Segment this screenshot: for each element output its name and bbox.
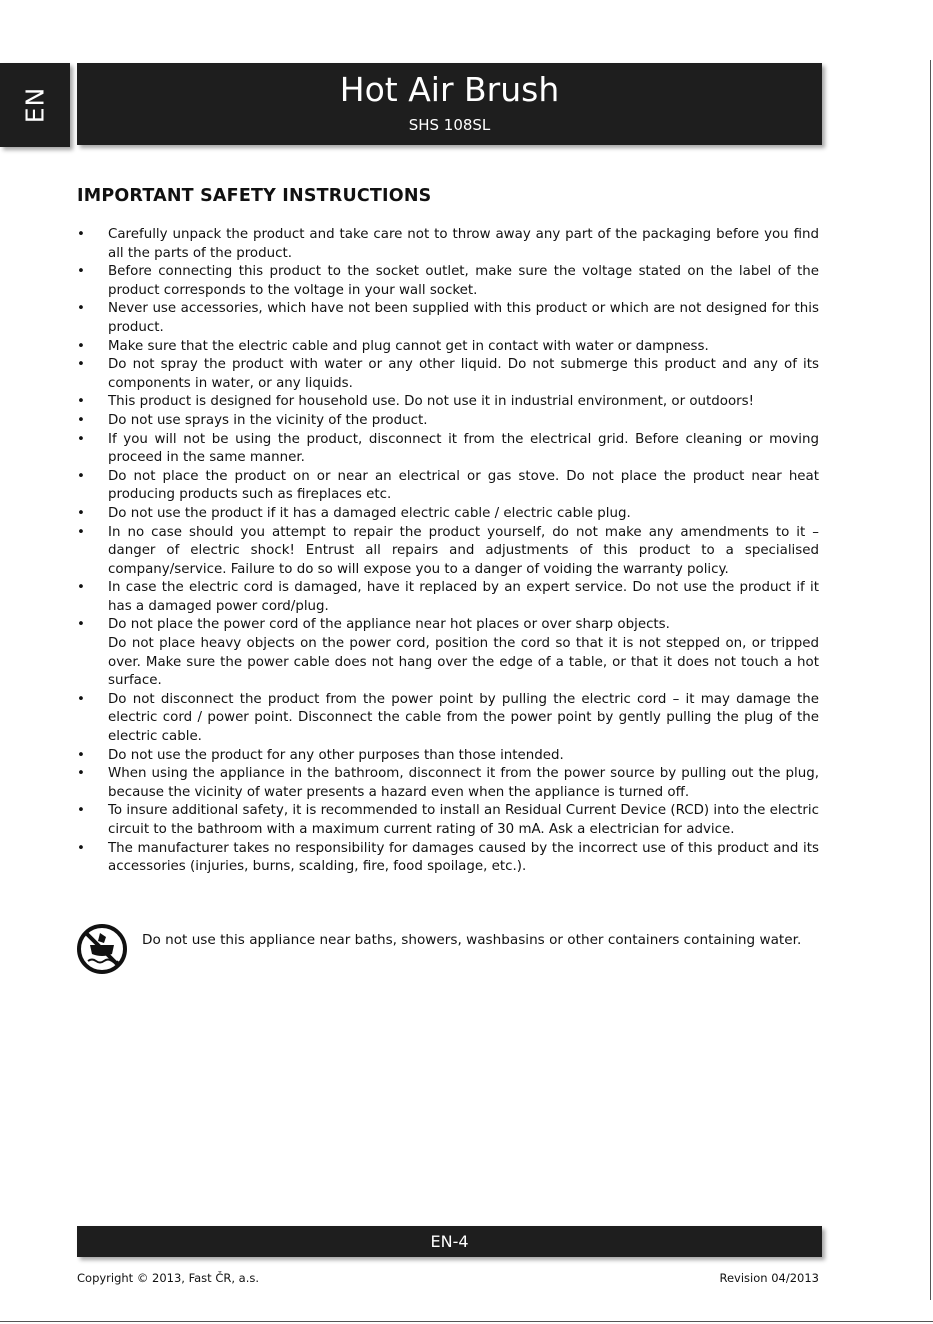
list-item <box>77 524 819 580</box>
list-item <box>77 338 819 357</box>
bullet: • <box>77 840 85 856</box>
list-item-text: Carefully unpack the product and take care not to throw away any part of the packaging before you find all the parts of the product. <box>108 227 819 261</box>
list-item <box>77 691 819 747</box>
section-title: IMPORTANT SAFETY INSTRUCTIONS <box>77 186 432 206</box>
bullet: • <box>77 803 85 819</box>
safety-instructions-list <box>77 226 819 877</box>
list-item <box>77 747 819 766</box>
bullet: • <box>77 524 85 540</box>
list-item-text: Do not spray the product with water or any other liquid. Do not submerge this product and any of its components in water, or any liquids. <box>108 357 819 391</box>
list-item-text: Do not place the product on or near an electrical or gas stove. Do not place the product near heat producing products such as fireplaces etc. <box>108 468 819 503</box>
list-item <box>77 431 819 468</box>
bullet: • <box>77 747 85 763</box>
list-item-text: Do not use sprays in the vicinity of the product. <box>108 412 428 428</box>
page-edge-right <box>930 60 931 1300</box>
bullet: • <box>77 301 85 317</box>
bullet: • <box>77 580 85 596</box>
list-item <box>77 412 819 431</box>
language-tab <box>0 63 70 147</box>
bullet: • <box>77 338 85 354</box>
bullet: • <box>77 431 85 447</box>
list-item <box>77 616 819 635</box>
language-label: EN <box>20 86 50 124</box>
list-item-text: Do not disconnect the product from the power point by pulling the electric cord – it may damage the electric cord / power point. Disconnect the cable from the power point by gently pulling the plug of the electric cable. <box>108 691 819 745</box>
list-item <box>77 356 819 393</box>
no-water-bath-icon <box>76 923 128 975</box>
list-item <box>77 226 819 263</box>
list-item-text: Do not use the product if it has a damaged electric cable / electric cable plug. <box>108 505 631 521</box>
list-item-text: Make sure that the electric cable and plug cannot get in contact with water or dampness. <box>108 338 709 354</box>
list-item <box>77 263 819 300</box>
list-item-text: In no case should you attempt to repair the product yourself, do not make any amendments to it – danger of electric shock! Entrust all repairs and adjustments of this product to a specialised company/service. Failure to do so will expose you to a danger of voiding the warranty policy. <box>108 524 819 577</box>
page-number: EN-4 <box>430 1232 469 1251</box>
list-item-text: If you will not be using the product, disconnect it from the electrical grid. Before cleaning or moving proceed in the same manner. <box>108 431 819 466</box>
list-item <box>77 579 819 616</box>
list-item <box>77 840 819 877</box>
bullet: • <box>77 412 85 428</box>
list-item <box>77 802 819 839</box>
bullet: • <box>77 227 85 242</box>
bullet: • <box>77 264 85 280</box>
copyright: Copyright © 2013, Fast ČR, a.s. <box>77 1271 260 1285</box>
bullet: • <box>77 394 85 410</box>
footer-bar <box>77 1226 822 1257</box>
header-bar <box>77 63 822 145</box>
warning-text: Do not use this appliance near baths, showers, washbasins or other containers containing water. <box>142 932 802 948</box>
bullet: • <box>77 617 85 633</box>
model-number: SHS 108SL <box>408 116 491 134</box>
list-item-text: When using the appliance in the bathroom, disconnect it from the power source by pulling out the plug, because the vicinity of water presents a hazard even when the appliance is turned off. <box>108 766 819 800</box>
list-item-text: Do not place heavy objects on the power cord, position the cord so that it is not stepped on, or tripped over. Make sure the power cable does not hang over the edge of a table, or that it does not touch a hot surface. <box>108 636 819 689</box>
list-item <box>77 393 819 412</box>
list-item-continuation <box>77 635 819 691</box>
list-item-text: Before connecting this product to the socket outlet, make sure the voltage stated on the label of the product corresponds to the voltage in your wall socket. <box>108 264 819 298</box>
list-item-text: The manufacturer takes no responsibility for damages caused by the incorrect use of this product and its accessories (injuries, burns, scalding, fire, food spoilage, etc.). <box>108 840 819 875</box>
list-item-text: To insure additional safety, it is recommended to install an Residual Current Device (RCD) into the electric circuit to the bathroom with a maximum current rating of 30 mA. Ask a electrician for advice. <box>108 803 819 837</box>
list-item <box>77 505 819 524</box>
revision: Revision 04/2013 <box>719 1271 819 1285</box>
list-item <box>77 468 819 505</box>
bullet: • <box>77 505 85 521</box>
page-edge-bottom <box>0 1321 933 1322</box>
bullet: • <box>77 357 85 373</box>
list-item-text: Never use accessories, which have not been supplied with this product or which are not designed for this product. <box>108 301 819 335</box>
list-item-text: Do not use the product for any other purposes than those intended. <box>108 747 564 763</box>
list-item <box>77 765 819 802</box>
list-item-text: In case the electric cord is damaged, have it replaced by an expert service. Do not use the product if it has a damaged power cord/plug. <box>108 580 819 614</box>
list-item-text: Do not place the power cord of the appliance near hot places or over sharp objects. <box>108 617 670 633</box>
page-title: Hot Air Brush <box>339 70 560 109</box>
bullet: • <box>77 691 85 707</box>
bullet: • <box>77 766 85 782</box>
bullet: • <box>77 468 85 484</box>
hair-dryer-shape <box>98 933 106 943</box>
list-item-text: This product is designed for household use. Do not use it in industrial environment, or outdoors! <box>108 394 755 410</box>
list-item <box>77 300 819 337</box>
